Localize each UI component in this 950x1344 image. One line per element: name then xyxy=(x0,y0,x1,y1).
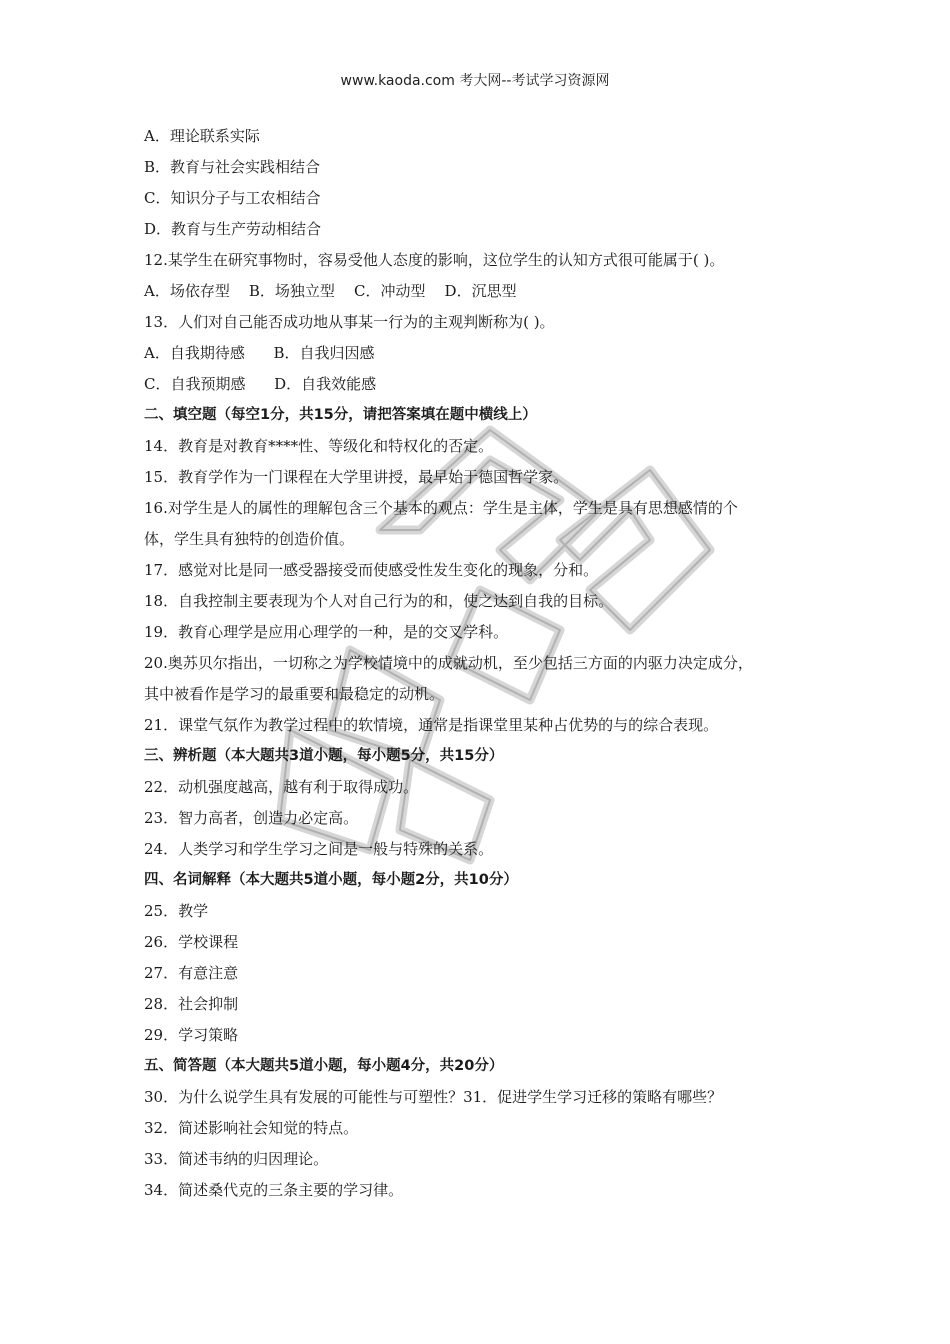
question-26: 26．学校课程 xyxy=(144,933,239,951)
question-22: 22．动机强度越高，越有利于取得成功。 xyxy=(144,778,419,796)
question-20: 20.奥苏贝尔指出，一切称之为学校情境中的成就动机，至少包括三方面的内驱力决定成分， xyxy=(144,654,753,672)
option-line: D．教育与生产劳动相结合 xyxy=(144,220,322,238)
question-14: 14．教育是对教育****性、等级化和特权化的否定。 xyxy=(144,437,494,455)
question-32: 32．简述影响社会知觉的特点。 xyxy=(144,1119,359,1137)
options-12: A．场依存型 B．场独立型 C．冲动型 D．沉思型 xyxy=(144,282,517,300)
section-heading-analysis: 三、辨析题（本大题共3道小题，每小题5分，共15分） xyxy=(144,748,504,764)
section-heading-fill-in: 二、填空题（每空1分，共15分，请把答案填在题中横线上） xyxy=(144,407,537,423)
question-15: 15．教育学作为一门课程在大学里讲授，最早始于德国哲学家。 xyxy=(144,468,569,486)
question-29: 29．学习策略 xyxy=(144,1026,239,1044)
question-23: 23．智力高者，创造力必定高。 xyxy=(144,809,359,827)
options-13-c: C．自我预期感 D．自我效能感 xyxy=(144,375,377,393)
section-heading-terms: 四、名词解释（本大题共5道小题，每小题2分，共10分） xyxy=(144,872,518,888)
document-body xyxy=(144,124,824,1209)
option-line: C．知识分子与工农相结合 xyxy=(144,189,321,207)
question-25: 25．教学 xyxy=(144,902,209,920)
option-line: A．理论联系实际 xyxy=(144,127,260,145)
question-16: 16.对学生是人的属性的理解包含三个基本的观点：学生是主体，学生是具有思想感情的个 xyxy=(144,499,738,517)
question-12: 12.某学生在研究事物时，容易受他人态度的影响，这位学生的认知方式很可能属于( )。 xyxy=(144,251,725,269)
section-heading-short-answer: 五、简答题（本大题共5道小题，每小题4分，共20分） xyxy=(144,1058,504,1074)
question-28: 28．社会抑制 xyxy=(144,995,239,1013)
options-13-a: A．自我期待感 B．自我归因感 xyxy=(144,344,375,362)
page-header: www.kaoda.com 考大网--考试学习资源网 xyxy=(340,73,610,89)
question-17: 17．感觉对比是同一感受器接受而使感受性发生变化的现象，分和。 xyxy=(144,561,599,579)
question-33: 33．简述韦纳的归因理论。 xyxy=(144,1150,329,1168)
question-20-cont: 其中被看作是学习的最重要和最稳定的动机。 xyxy=(144,685,445,703)
question-18: 18．自我控制主要表现为个人对自己行为的和，使之达到自我的目标。 xyxy=(144,592,614,610)
option-line: B．教育与社会实践相结合 xyxy=(144,158,321,176)
question-19: 19．教育心理学是应用心理学的一种，是的交叉学科。 xyxy=(144,623,509,641)
question-13: 13．人们对自己能否成功地从事某一行为的主观判断称为( )。 xyxy=(144,313,555,331)
question-30-31: 30．为什么说学生具有发展的可能性与可塑性？31．促进学生学习迁移的策略有哪些？ xyxy=(144,1088,723,1106)
question-21: 21．课堂气氛作为教学过程中的软情境，通常是指课堂里某种占优势的与的综合表现。 xyxy=(144,716,719,734)
question-27: 27．有意注意 xyxy=(144,964,239,982)
question-24: 24．人类学习和学生学习之间是一般与特殊的关系。 xyxy=(144,840,494,858)
question-16-cont: 体，学生具有独特的创造价值。 xyxy=(144,530,355,548)
question-34: 34．简述桑代克的三条主要的学习律。 xyxy=(144,1181,404,1199)
